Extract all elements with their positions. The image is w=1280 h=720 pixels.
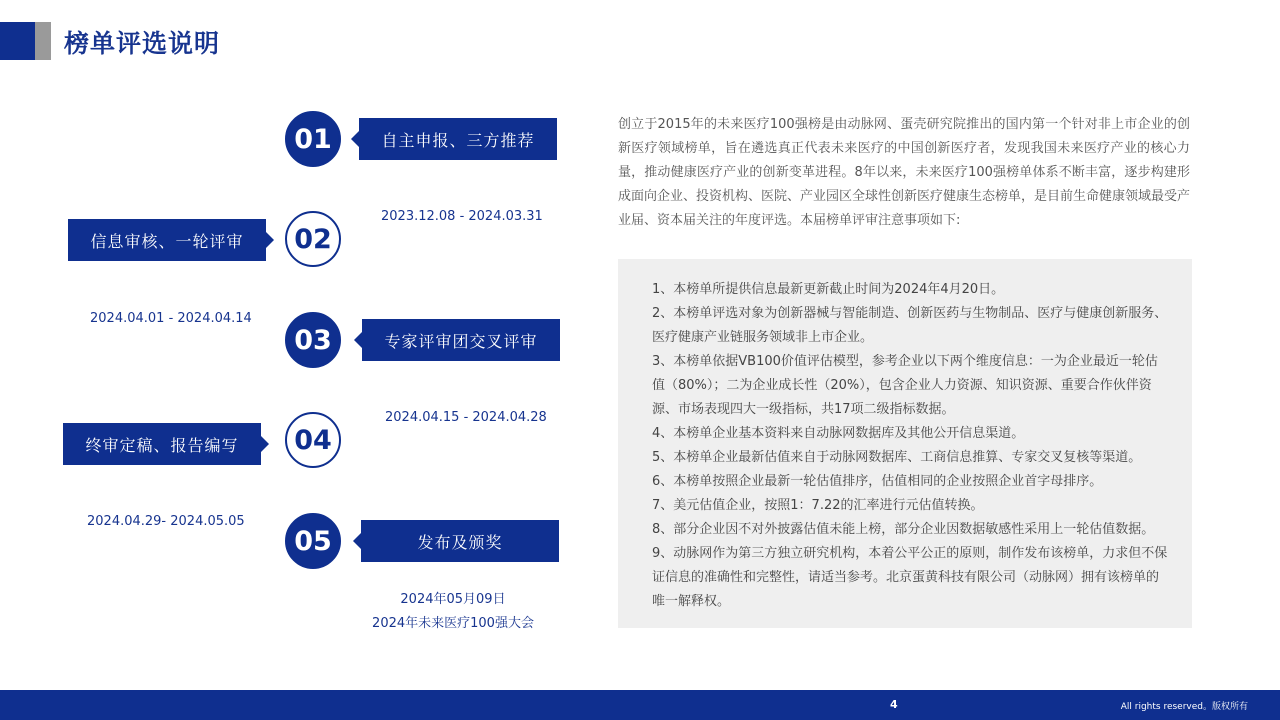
step-2-date: 2024.04.01 - 2024.04.14 <box>90 311 252 326</box>
step-5-number: 05 <box>285 513 341 569</box>
notes-box <box>618 259 1192 628</box>
note-item: 3、本榜单依据VB100价值评估模型，参考企业以下两个维度信息：一为企业最近一轮估值（80%）；二为企业成长性（20%），包含企业人力资源、知识资源、重要合作伙伴资源、市场表现四大一级指标，共17项二级指标数据。 <box>652 354 1158 417</box>
step-3-number: 03 <box>285 312 341 368</box>
step-5-label: 发布及颁奖 <box>361 520 559 562</box>
page-title: 榜单评选说明 <box>64 29 221 58</box>
step-4-number: 04 <box>285 412 341 468</box>
step-2-number: 02 <box>285 211 341 267</box>
title-accent-blue <box>0 22 35 60</box>
note-item: 7、美元估值企业，按照1：7.22的汇率进行元估值转换。 <box>652 498 984 513</box>
copyright-notice: All rights reserved。版权所有 <box>1120 702 1248 712</box>
step-4-date: 2024.04.29- 2024.05.05 <box>87 514 245 529</box>
step-2-label: 信息审核、一轮评审 <box>68 219 266 261</box>
note-item: 9、动脉网作为第三方独立研究机构，本着公平公正的原则，制作发布该榜单，力求但不保证信息的准确性和完整性，请适当参考。北京蛋黄科技有限公司（动脉网）拥有该榜单的唯一解释权。 <box>652 546 1168 609</box>
step-1-label: 自主申报、三方推荐 <box>359 118 557 160</box>
step-5-date: 2024年05月09日 <box>400 592 506 607</box>
note-item: 6、本榜单按照企业最新一轮估值排序，估值相同的企业按照企业首字母排序。 <box>652 474 1103 489</box>
title-accent-gray <box>35 22 51 60</box>
note-item: 4、本榜单企业基本资料来自动脉网数据库及其他公开信息渠道。 <box>652 426 1025 441</box>
note-item: 1、本榜单所提供信息最新更新截止时间为2024年4月20日。 <box>652 282 1005 297</box>
step-1-date: 2023.12.08 - 2024.03.31 <box>381 209 543 224</box>
footer-bar <box>0 690 1280 720</box>
step-3-label: 专家评审团交叉评审 <box>362 319 560 361</box>
step-5-event: 2024年未来医疗100强大会 <box>372 616 534 631</box>
note-item: 5、本榜单企业最新估值来自于动脉网数据库、工商信息推算、专家交叉复核等渠道。 <box>652 450 1142 465</box>
page-number: 4 <box>890 698 898 711</box>
step-1-number: 01 <box>285 111 341 167</box>
intro-paragraph: 创立于2015年的未来医疗100强榜是由动脉网、蛋壳研究院推出的国内第一个针对非上市企业的创新医疗领域榜单，旨在遴选真正代表未来医疗的中国创新医疗者，发现我国未来医疗产业的核心力量，推动健康医疗产业的创新变革进程。8年以来，未来医疗100强榜单体系不断丰富，逐步构建形成面向企业、投资机构、医院、产业园区全球性创新医疗健康生态榜单，是目前生命健康领域最受产业届、资本届关注的年度评选。本届榜单评审注意事项如下: <box>618 117 1191 228</box>
note-item: 2、本榜单评选对象为创新器械与智能制造、创新医药与生物制品、医疗与健康创新服务、医疗健康产业链服务领域非上市企业。 <box>652 306 1168 345</box>
note-item: 8、部分企业因不对外披露估值未能上榜，部分企业因数据敏感性采用上一轮估值数据。 <box>652 522 1155 537</box>
step-4-label: 终审定稿、报告编写 <box>63 423 261 465</box>
step-3-date: 2024.04.15 - 2024.04.28 <box>385 410 547 425</box>
